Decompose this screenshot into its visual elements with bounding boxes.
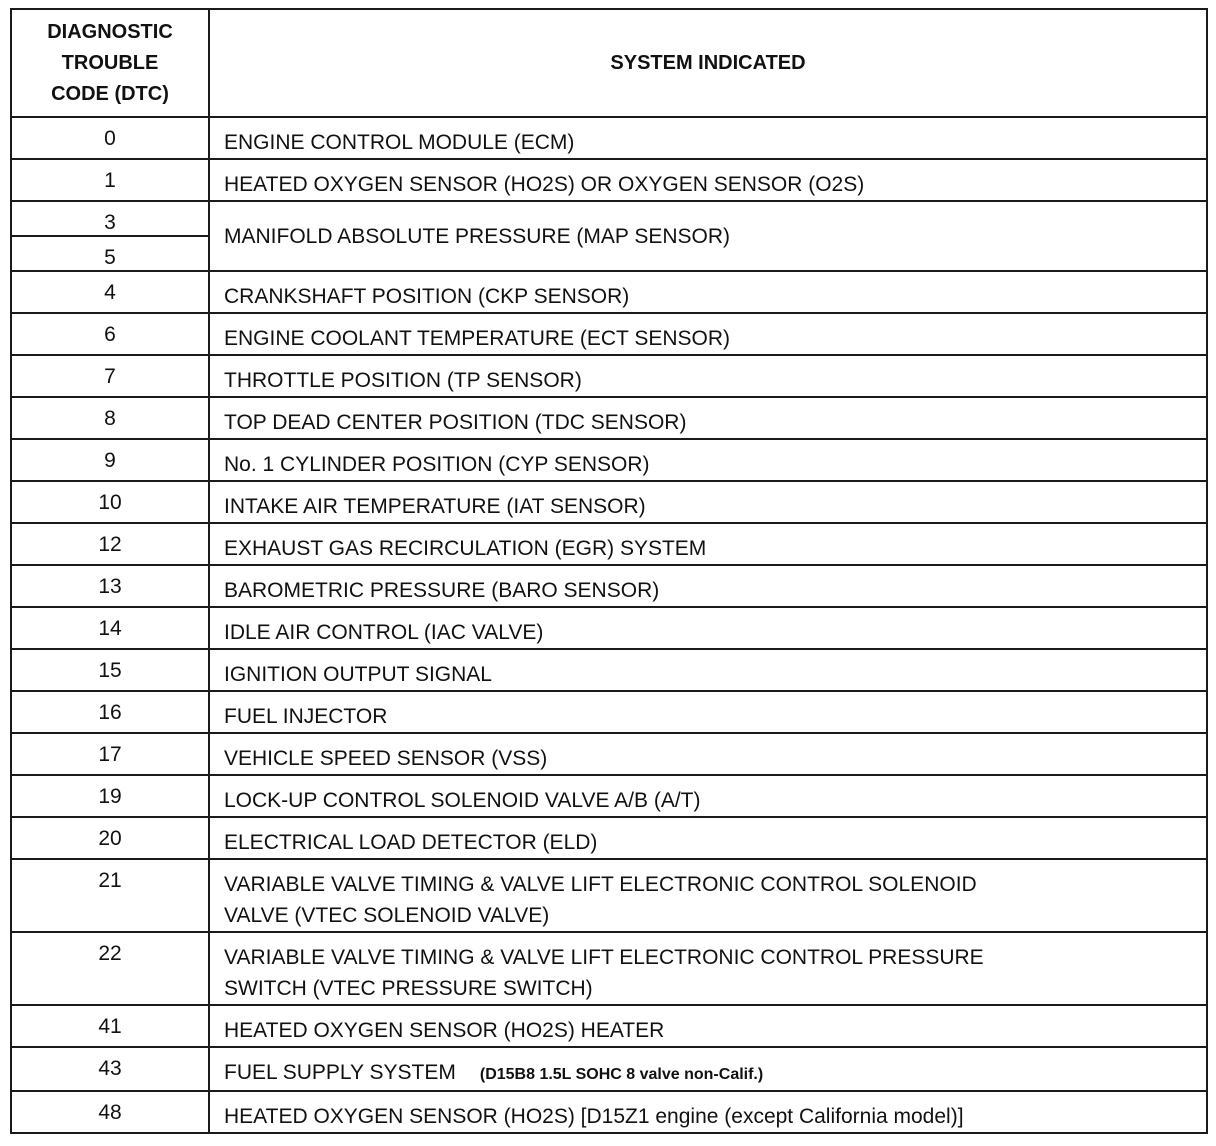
- table-row: [11, 1047, 1207, 1091]
- table-row: [11, 691, 1207, 733]
- engine-note: (D15B8 1.5L SOHC 8 valve non-Calif.): [479, 1066, 764, 1083]
- system-description: VEHICLE SPEED SENSOR (VSS): [209, 733, 1207, 775]
- description-line: VARIABLE VALVE TIMING & VALVE LIFT ELECTRONIC CONTROL PRESSURE: [224, 946, 984, 969]
- table-row: [11, 1091, 1207, 1133]
- system-description: [209, 932, 1207, 1005]
- table-row: [11, 117, 1207, 159]
- system-description: TOP DEAD CENTER POSITION (TDC SENSOR): [209, 397, 1207, 439]
- dtc-code: 17: [11, 733, 209, 775]
- dtc-code: 5: [11, 236, 209, 271]
- system-description: HEATED OXYGEN SENSOR (HO2S) OR OXYGEN SENSOR (O2S): [209, 159, 1207, 201]
- dtc-code: 0: [11, 117, 209, 159]
- table-row: [11, 481, 1207, 523]
- system-description: THROTTLE POSITION (TP SENSOR): [209, 355, 1207, 397]
- dtc-code: 3: [11, 201, 209, 236]
- system-description: ENGINE CONTROL MODULE (ECM): [209, 117, 1207, 159]
- dtc-code: 7: [11, 355, 209, 397]
- dtc-code: 19: [11, 775, 209, 817]
- table-row: [11, 439, 1207, 481]
- system-description: MANIFOLD ABSOLUTE PRESSURE (MAP SENSOR): [209, 201, 1207, 271]
- system-description: HEATED OXYGEN SENSOR (HO2S) [D15Z1 engine (except California model)]: [209, 1091, 1207, 1133]
- dtc-code: 9: [11, 439, 209, 481]
- dtc-code: 16: [11, 691, 209, 733]
- table-row: [11, 607, 1207, 649]
- header-code-line: TROUBLE: [61, 51, 159, 74]
- dtc-code: 4: [11, 271, 209, 313]
- description-line: VALVE (VTEC SOLENOID VALVE): [224, 904, 550, 927]
- dtc-code: 13: [11, 565, 209, 607]
- header-code-line: CODE (DTC): [51, 82, 169, 105]
- table-row: [11, 313, 1207, 355]
- dtc-code: 8: [11, 397, 209, 439]
- header-code: [11, 9, 209, 117]
- table-row: [11, 1005, 1207, 1047]
- table-row: [11, 271, 1207, 313]
- dtc-code: 43: [11, 1047, 209, 1091]
- dtc-code: 10: [11, 481, 209, 523]
- table-row: [11, 523, 1207, 565]
- table-row: [11, 932, 1207, 1005]
- system-description: CRANKSHAFT POSITION (CKP SENSOR): [209, 271, 1207, 313]
- table-row: [11, 201, 1207, 236]
- table-row: [11, 817, 1207, 859]
- system-text: FUEL SUPPLY SYSTEM: [224, 1061, 456, 1084]
- table-row: [11, 649, 1207, 691]
- dtc-code: 48: [11, 1091, 209, 1133]
- table-row: [11, 355, 1207, 397]
- dtc-code: 15: [11, 649, 209, 691]
- system-description: HEATED OXYGEN SENSOR (HO2S) HEATER: [209, 1005, 1207, 1047]
- table-row: [11, 397, 1207, 439]
- description-line: SWITCH (VTEC PRESSURE SWITCH): [224, 977, 593, 1000]
- system-description: BAROMETRIC PRESSURE (BARO SENSOR): [209, 565, 1207, 607]
- dtc-code: 1: [11, 159, 209, 201]
- dtc-table: [10, 8, 1208, 1134]
- dtc-code: 41: [11, 1005, 209, 1047]
- table-row: [11, 159, 1207, 201]
- system-description: IGNITION OUTPUT SIGNAL: [209, 649, 1207, 691]
- dtc-code: 12: [11, 523, 209, 565]
- system-description: No. 1 CYLINDER POSITION (CYP SENSOR): [209, 439, 1207, 481]
- system-description: LOCK-UP CONTROL SOLENOID VALVE A/B (A/T): [209, 775, 1207, 817]
- system-description: [209, 1047, 1207, 1091]
- dtc-code: 14: [11, 607, 209, 649]
- table-row: [11, 565, 1207, 607]
- system-description: INTAKE AIR TEMPERATURE (IAT SENSOR): [209, 481, 1207, 523]
- header-row: [11, 9, 1207, 117]
- header-system: SYSTEM INDICATED: [209, 9, 1207, 117]
- dtc-code: 20: [11, 817, 209, 859]
- system-description: [209, 859, 1207, 932]
- dtc-code: 6: [11, 313, 209, 355]
- system-description: IDLE AIR CONTROL (IAC VALVE): [209, 607, 1207, 649]
- dtc-code: 21: [11, 859, 209, 932]
- system-description: FUEL INJECTOR: [209, 691, 1207, 733]
- system-description: EXHAUST GAS RECIRCULATION (EGR) SYSTEM: [209, 523, 1207, 565]
- dtc-code: 22: [11, 932, 209, 1005]
- system-description: ELECTRICAL LOAD DETECTOR (ELD): [209, 817, 1207, 859]
- table-row: [11, 775, 1207, 817]
- table-row: [11, 733, 1207, 775]
- description-line: VARIABLE VALVE TIMING & VALVE LIFT ELECTRONIC CONTROL SOLENOID: [224, 873, 977, 896]
- header-code-line: DIAGNOSTIC: [47, 20, 173, 43]
- table-row: [11, 859, 1207, 932]
- system-description: ENGINE COOLANT TEMPERATURE (ECT SENSOR): [209, 313, 1207, 355]
